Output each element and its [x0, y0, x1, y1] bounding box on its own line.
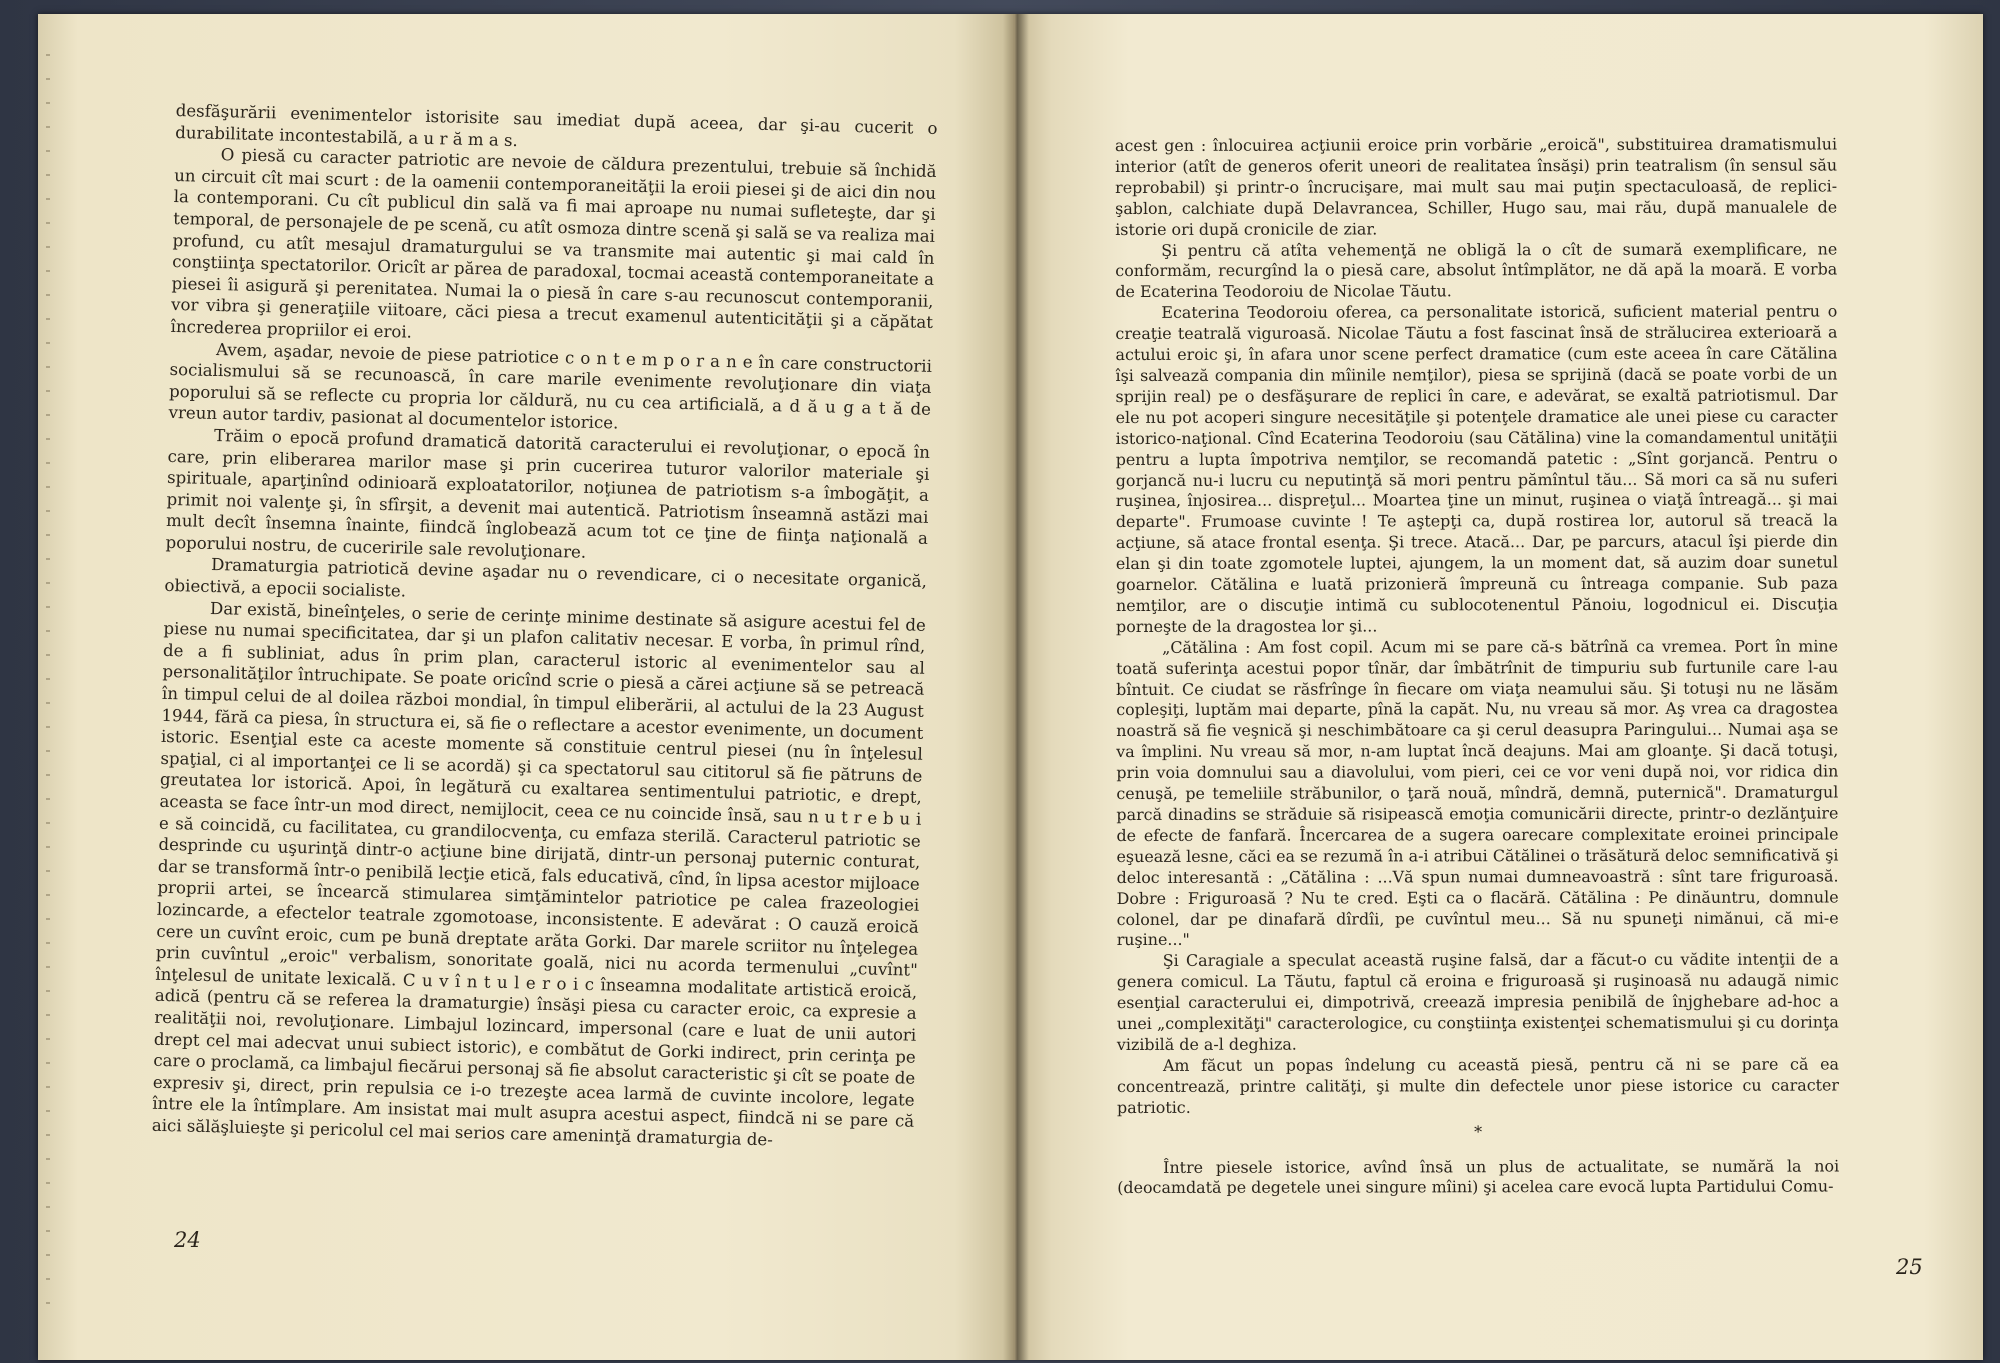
right-paragraph-6: Am făcut un popas îndelung cu această piesă, pentru că ni se pare că ea concentrează, printre calităţi, şi multe din defectele unor piese istorice cu caracter patriotic. [1116, 1054, 1840, 1117]
right-paragraph-4: „Cătălina : Am fost copil. Acum mi se pare că-s bătrînă ca vremea. Port în mine toată suferinţa acestui popor tînăr, dar îmbătrînit de timpuriu sub furtunile care l-au bîntuit. Ce ciudat se răsfrînge în fiecare om viaţa neamului său. Şi totuşi nu ne lăsăm copleşiţi, luptăm mai departe, pînă la capăt. Nu, nu vreau să mor. Aş vrea ca dragostea noastră să fie veşnică şi neschimbătoare ca şi cerul deasupra Paringului... Numai aşa se va împlini. Nu vreau să mor, n-am luptat încă deajuns. Mai am gloanţe. Şi dacă totuşi, prin voia domnului sau a diavolului, vom pieri, cei ce vor veni după noi, vor ridica din cenuşă, pe temeliile străbunilor, o ţară nouă, mîndră, demnă, puternică". Dramaturgul parcă dinadins se străduie să risipească emoţia comunicării directe, printr-o dezlănţuire de efecte de fanfară. Încercarea de a sugera oarecare complexitate eroinei principale eşuează lesne, căci ea se rezumă în a-i atribui Cătălinei o trăsătură deloc semnificativă şi deloc interesantă : „Cătălina : ...Vă spun numai dumneavoastră : sînt tare friguroasă. Dobre : Friguroasă ? Nu te cred. Eşti ca o flacără. Cătălina : Pe dinăuntru, domnule colonel, dar pe dinafară dîrdîi, pe cuvîntul meu... Să nu spuneţi nimănui, că mi-e ruşine..." [1116, 636, 1839, 950]
section-separator: * [1474, 1121, 1483, 1141]
left-paragraph-4: Trăim o epocă profund dramatică datorită caracterului ei revoluţionar, o epocă în care, prin eliberarea marilor mase şi prin cucerirea tuturor valorilor materiale şi spirituale, aparţinînd odinioară exploatatorilor, noţiunea de patriotism s-a îmbogăţit, a primit noi valenţe şi, în sfîrşit, a devenit mai autentică. Patriotism înseamnă astăzi mai mult decît însemna înainte, fiindcă înglobează acum tot ce ţine de fiinţa naţională a poporului nostru, de cuceririle sale revoluţionare. [165, 425, 931, 562]
left-page-text [152, 100, 938, 1154]
left-page-number: 24 [174, 1228, 201, 1252]
open-book [38, 14, 1983, 1360]
right-paragraph-1: acest gen : înlocuirea acţiunii eroice prin vorbărie „eroică", substituirea dramatismului interior (atît de generos oferit uneori de realitatea însăşi) prin teatralism (în sensul său reprobabil) şi printr-o încrucişare, mai mult sau mai puţin spectaculoasă, de replici-şablon, calchiate după Delavrancea, Schiller, Hugo sau, mai rău, după manualele de istorie ori după cronicile de ziar. [1115, 134, 1838, 239]
left-paragraph-1: desfăşurării evenimentelor istorisite sau imediat după aceea, dar şi-au cucerit o durabilitate incontestabilă, a u r ă m a s. [175, 100, 938, 150]
binding-stitches [46, 54, 50, 1314]
right-paragraph-2: Şi pentru că atîta vehemenţă ne obligă la o cît de sumară exemplificare, ne conformăm, recurgînd la o piesă care, absolut întîmplător, ne dă apă la moară. E vorba de Ecaterina Teodoroiu de Nicolae Tăutu. [1115, 239, 1838, 302]
right-page [1013, 14, 1983, 1360]
left-paragraph-2: O piesă cu caracter patriotic are nevoie de căldura prezentului, trebuie să închidă un circuit cît mai scurt : de la oamenii contemporaneităţii la eroii piesei şi de aici din nou la contemporani. Cu cît publicul din sală va fi mai aproape nu numai sufleteşte, dar şi temporal, de personajele de pe scenă, cu atît osmoza dintre scenă şi sală se va realiza mai profund, cu atît mesajul dramaturgului se va transmite mai autentic şi mai cald în conştiinţa spectatorilor. Oricît ar părea de paradoxal, tocmai această contemporaneitate a piesei îi asigură şi perenitatea. Numai la o piesă în care s-au recunoscut contemporanii, vor vibra şi generaţiile viitoare, căci piesa a trecut examenul autenticităţii şi a căpătat încrederea propriilor ei eroi. [170, 145, 937, 342]
left-paragraph-5: Dramaturgia patriotică devine aşadar nu o revendicare, ci o necesitate organică, obiectivă, a epocii socialiste. [164, 555, 928, 601]
book-gutter [1003, 14, 1029, 1360]
right-closing-paragraph: Între piesele istorice, avînd însă un plus de actualitate, se numără la noi (deocamdată pe degetele unei singure mîini) şi acelea care evocă lupta Partidului Comu- [1117, 1155, 1840, 1198]
left-paragraph-3: Avem, aşadar, nevoie de piese patriotice c o n t e m p o r a n e în care constructorii socialismului să se recunoască, în care marile evenimente revoluţionare din viaţa poporului să se reflecte cu propria lor căldură, nu cu cea artificială, a d ă u g a t ă de vreun autor tardiv, pasionat al documentelor istorice. [168, 339, 933, 433]
right-paragraph-3: Ecaterina Teodoroiu oferea, ca personalitate istorică, suficient material pentru o creaţie teatrală viguroasă. Nicolae Tăutu a fost fascinat însă de strălucirea exterioară a actului eroic şi, în afara unor scene perfect dramatice (cum este aceea în care Cătălina îşi salvează compania din mîinile nemţilor), piesa se sprijină (dacă se poate vorbi de un sprijin real) pe o desfăşurare de replici în care, e adevărat, se exaltă patriotismul. Dar ele nu pot acoperi singure necesităţile şi potenţele dramatice ale unei piese cu caracter istorico-naţional. Cînd Ecaterina Teodoroiu (sau Cătălina) vine la comandamentul unităţii pentru a lupta împotriva nemţilor, se recomandă patetic : „Sînt gorjancă. Pentru o gorjancă nu-i lucru cu neputinţă să mori pentru pămîntul tău... Să mori ca să nu suferi ruşinea, înjosirea... dispreţul... Moartea ţine un minut, ruşinea o viaţă întreagă... şi mai departe". Frumoase cuvinte ! Te aştepţi ca, după rostirea lor, autorul să treacă la acţiune, să atace frontal esenţa. Şi trece. Atacă... Dar, pe parcurs, atacul îşi pierde din elan şi din toate zgomotele luptei, ajungem, la un moment dat, să auzim doar sunetul goarnelor. Cătălina e luată prizonieră împreună cu întreaga companie. Sub paza nemţilor, are o discuţie intimă cu sublocotenentul Pănoiu, logodnicul ei. Discuţia porneşte de la dragostea lor şi... [1115, 301, 1839, 636]
left-page [38, 14, 1013, 1360]
right-paragraph-5: Şi Caragiale a speculat această ruşine falsă, dar a făcut-o cu vădite intenţii de a genera comicul. La Tăutu, faptul că eroina e friguroasă şi ruşinoasă nu adaugă nimic esenţial caracterului ei, dimpotrivă, creează impresia penibilă de înjghebare ad-hoc a unei „complexităţi" caracterologice, cu conştiinţa existenţei schematismului şi cu dorinţa vizibilă de a-l deghiza. [1116, 949, 1839, 1054]
right-page-number: 25 [1896, 1255, 1923, 1279]
left-paragraph-6: Dar există, bineînţeles, o serie de cerinţe minime destinate să asigure acestui fel de piese nu numai specificitatea, dar şi un plafon calitativ necesar. E vorba, în primul rînd, de a fi subliniat, adus în prim plan, caracterul istoric al evenimentelor sau al personalităţilor întruchipate. Se poate oricînd scrie o piesă a cărei acţiune să se petreacă în timpul celui de al doilea război mondial, în timpul eliberării, al actului de la 23 August 1944, fără ca piesa, în structura ei, să fie o reflectare a acestor evenimente, un document istoric. Esenţial este ca aceste momente să constituie centrul piesei (nu în înţelesul spaţial, ci al importanţei ce li se acordă) şi ca spectatorul sau cititorul să fie pătruns de greutatea lor istorică. Apoi, în legătură cu exaltarea sentimentului patriotic, e drept, aceasta se face într-un mod direct, nemijlocit, ceea ce nu coincide însă, sau n u t r e b u i e să coincidă, cu facilitatea, cu grandilocvenţa, cu emfaza sterilă. Caracterul patriotic se desprinde cu uşurinţă dintr-o acţiune bine dirijată, dintr-un personaj puternic conturat, dar se transformă într-o penibilă lecţie etică, fals educativă, cînd, în lipsa acestor mijloace proprii artei, se încearcă stimularea simţămintelor patriotice pe calea frazeologiei lozincarde, a efectelor teatrale zgomotoase, inconsistente. E adevărat : O cauză eroică cere un cuvînt eroic, cum pe bună dreptate arăta Gorki. Dar marele scriitor nu înţelegea prin cuvîntul „eroic" verbalism, sonoritate goală, nici nu acorda termenului „cuvînt" înţelesul de unitate lexicală. C u v î n t u l e r o i c înseamna modalitate artistică eroică, adică (pentru că se referea la dramaturgie) însăşi piesa cu caracter eroic, ca expresie a realităţii noi, revoluţionare. Limbajul lozincard, impersonal (care e luat de unii autori drept cel mai adecvat unui subiect istoric), e combătut de Gorki indirect, prin cerinţa pe care o proclamă, ca limbajul fiecărui personaj să fie absolut caracteristic şi cît se poate de expresiv şi, direct, prin repulsia ce i-o trezeşte acea larmă de cuvinte incolore, legate între ele la întîmplare. Am insistat mai mult asupra acestui aspect, fiindcă ni se pare că aici sălăşluieşte şi pericolul cel mai serios care ameninţă dramaturgia de- [151, 598, 927, 1150]
right-page-text [1115, 134, 1839, 1199]
